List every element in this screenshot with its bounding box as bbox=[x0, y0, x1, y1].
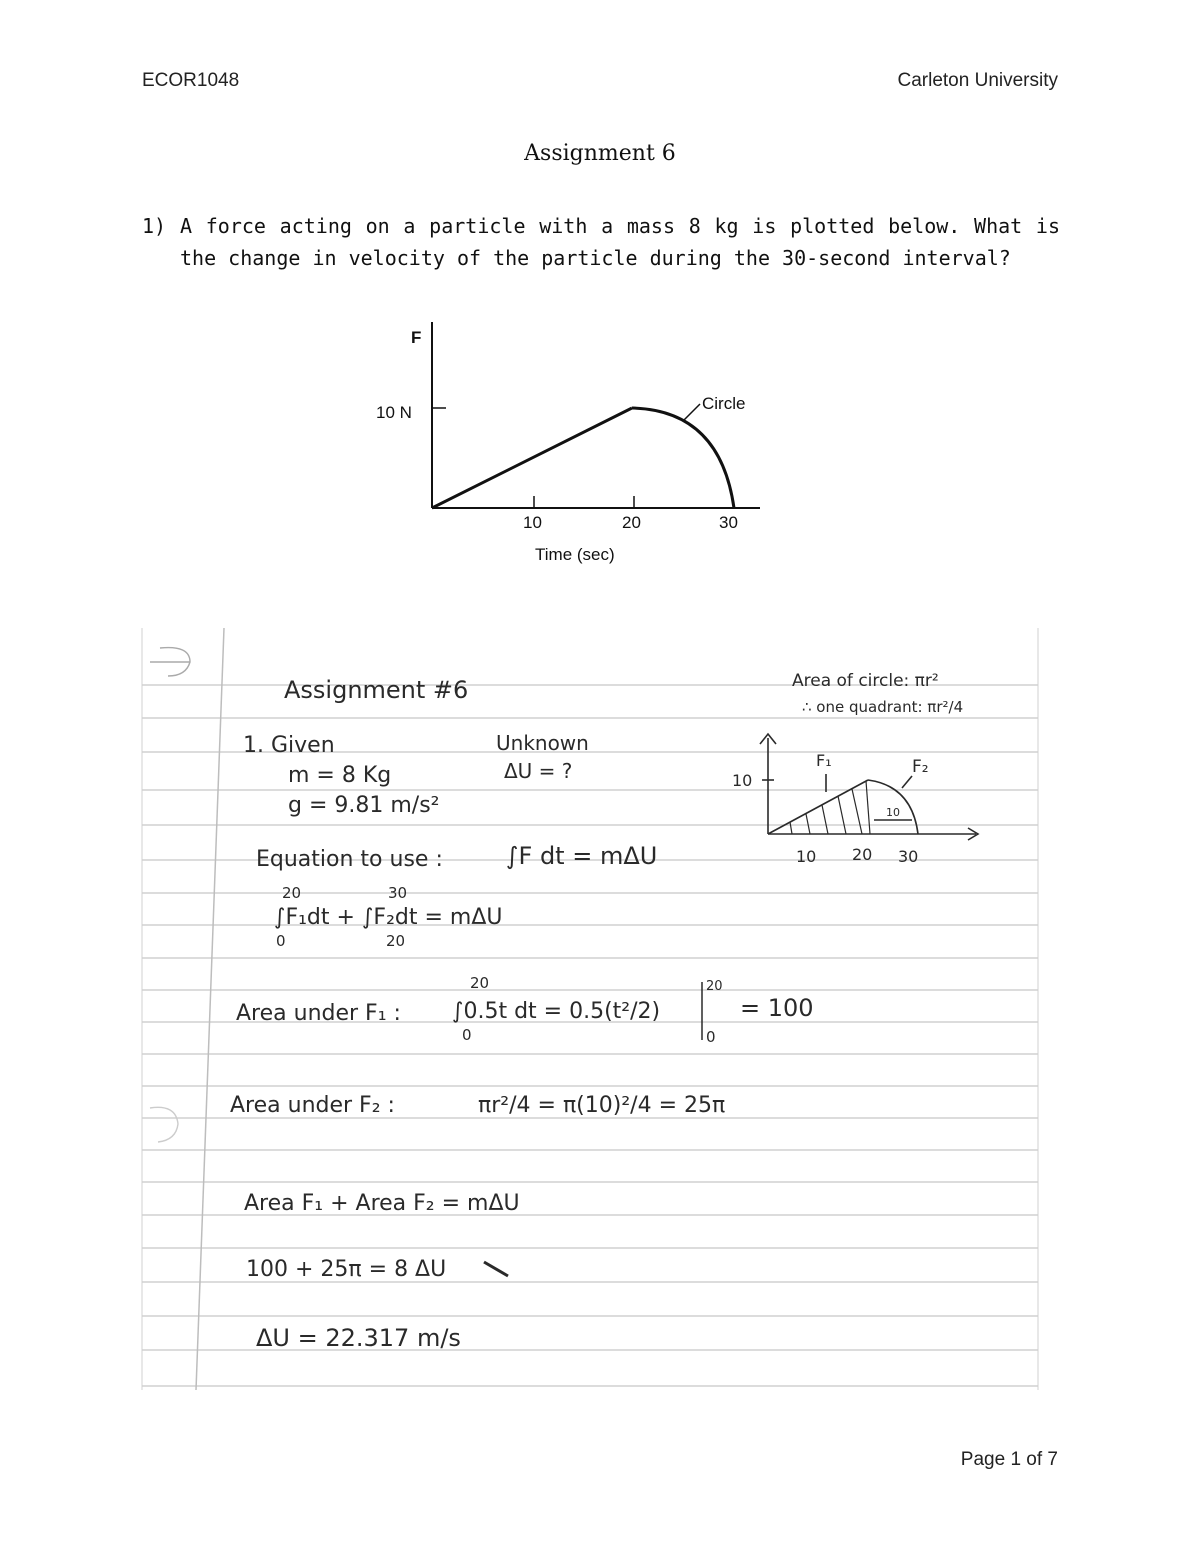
force-quarter-circle bbox=[632, 408, 734, 508]
y-tick-label: 10 N bbox=[376, 403, 412, 422]
limit-b-top: 30 bbox=[388, 884, 408, 902]
area-f1-limit-bottom-eval: 0 bbox=[706, 1028, 716, 1046]
unknown-label: Unknown bbox=[496, 731, 589, 755]
area-f1-result: = 100 bbox=[740, 994, 814, 1022]
numeric-line: 100 + 25π = 8 ΔU bbox=[246, 1257, 447, 1282]
x-tick-label-30: 30 bbox=[719, 513, 738, 532]
x-tick-label-20: 20 bbox=[622, 513, 641, 532]
given-label: 1. Given bbox=[243, 733, 335, 758]
sketch-x-tick-30: 30 bbox=[898, 847, 919, 866]
area-f1-limit-bottom: 0 bbox=[462, 1026, 472, 1044]
equation: ∫F dt = mΔU bbox=[506, 842, 658, 870]
final-answer: ΔU = 22.317 m/s bbox=[256, 1324, 461, 1352]
sketch-radius-label: 10 bbox=[886, 806, 900, 819]
sketch-f1-label: F₁ bbox=[816, 751, 832, 770]
force-time-figure bbox=[376, 322, 760, 564]
sketch-x-tick-20: 20 bbox=[852, 845, 873, 864]
given-g: g = 9.81 m/s² bbox=[288, 793, 440, 818]
area-f2-label: Area under F₂ : bbox=[230, 1093, 395, 1118]
given-mass: m = 8 Kg bbox=[288, 763, 392, 788]
note-circle-area: Area of circle: πr² bbox=[792, 671, 939, 691]
solution-heading: Assignment #6 bbox=[284, 676, 469, 704]
sum-line: Area F₁ + Area F₂ = mΔU bbox=[244, 1191, 520, 1216]
area-f2-expression: πr²/4 = π(10)²/4 = 25π bbox=[478, 1093, 726, 1118]
force-line-segment bbox=[432, 408, 632, 508]
circle-pointer bbox=[684, 404, 700, 420]
unknown-value: ΔU = ? bbox=[504, 759, 573, 783]
equation-label: Equation to use : bbox=[256, 847, 443, 872]
area-f1-expression: ∫0.5t dt = 0.5(t²/2) bbox=[452, 999, 661, 1024]
limit-a-top: 20 bbox=[282, 884, 302, 902]
university-name: Carleton University bbox=[897, 70, 1058, 91]
question-text: A force acting on a particle with a mass 8 kg is plotted below. What is the change in velocity of the particle during the 30-second interval? bbox=[180, 214, 1060, 270]
circle-annotation: Circle bbox=[702, 394, 746, 413]
note-quadrant: ∴ one quadrant: πr²/4 bbox=[802, 698, 964, 716]
y-axis-label: F bbox=[411, 328, 422, 347]
limit-b-bottom: 20 bbox=[386, 932, 406, 950]
area-f1-limit-top: 20 bbox=[470, 974, 490, 992]
sketch-x-tick-10: 10 bbox=[796, 847, 817, 866]
area-f1-label: Area under F₁ : bbox=[236, 1001, 401, 1026]
limit-a-bottom: 0 bbox=[276, 932, 286, 950]
x-tick-label-10: 10 bbox=[523, 513, 542, 532]
assignment-title: Assignment 6 bbox=[524, 141, 676, 166]
sketch-f2-label: F₂ bbox=[912, 757, 929, 777]
integral-split: ∫F₁dt + ∫F₂dt = mΔU bbox=[274, 905, 503, 930]
area-f1-limit-top-eval: 20 bbox=[706, 979, 723, 994]
course-code: ECOR1048 bbox=[142, 70, 240, 91]
question-number: 1) bbox=[142, 214, 167, 238]
sketch-y-tick: 10 bbox=[732, 771, 753, 790]
page-number: Page 1 of 7 bbox=[960, 1449, 1058, 1470]
x-axis-label: Time (sec) bbox=[535, 545, 615, 564]
